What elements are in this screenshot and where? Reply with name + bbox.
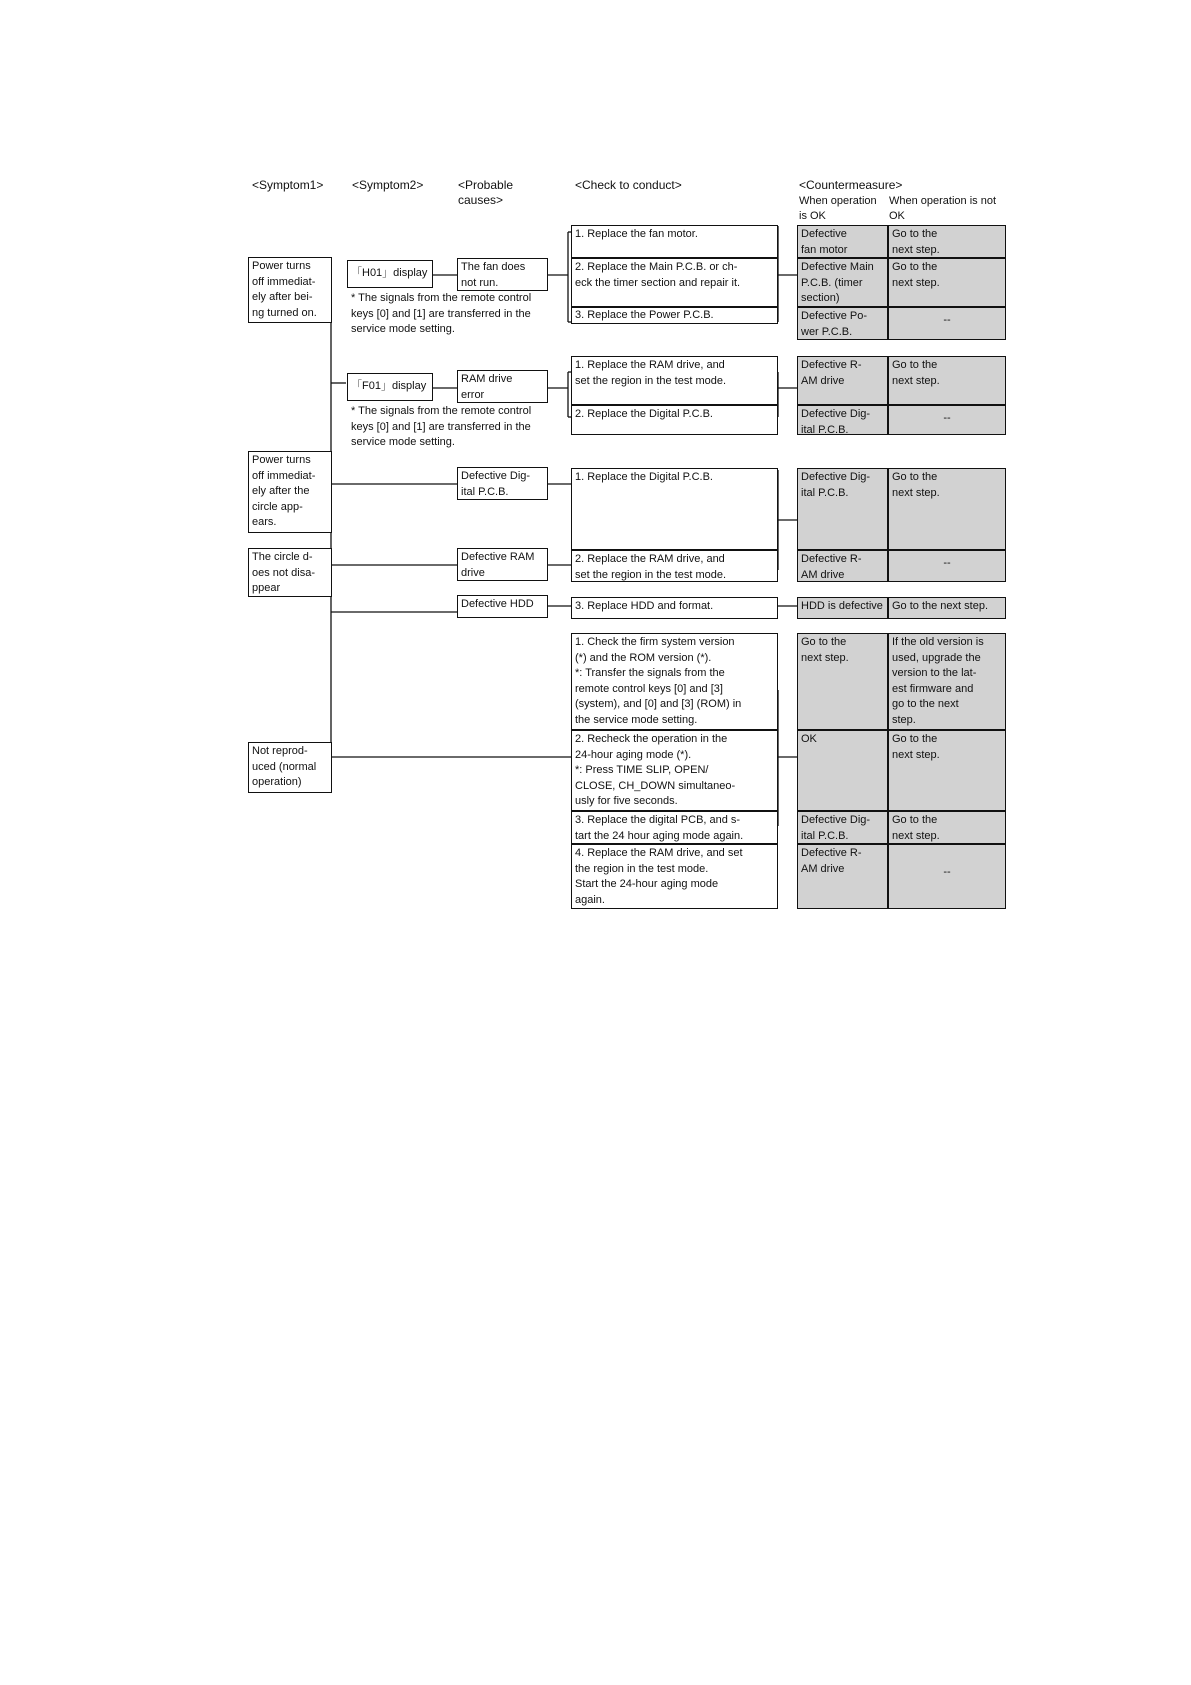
- ok-digital-1: Defective Dig- ital P.C.B.: [797, 468, 888, 550]
- symptom1-power-off-circle: Power turns off immediat- ely after the circle app- ears.: [248, 451, 332, 533]
- check-fan-2: 2. Replace the Main P.C.B. or ch- eck the timer section and repair it.: [571, 258, 778, 307]
- check-fan-1: 1. Replace the fan motor.: [571, 225, 778, 258]
- check-not-reproduced-3: 3. Replace the digital PCB, and s- tart the 24 hour aging mode again.: [571, 811, 778, 844]
- ok-not-reproduced-4: Defective R- AM drive: [797, 844, 888, 909]
- symptom2-f01-note: * The signals from the remote control keys [0] and [1] are transferred in the service mode setting.: [351, 405, 532, 448]
- symptom1-not-reproduced: Not reprod- uced (normal operation): [248, 742, 332, 793]
- check-not-reproduced-1: 1. Check the firm system version (*) and the ROM version (*). *: Transfer the signals from the remote control keys [0] and [3] (system), and [0] and [3] (ROM) in the service mode setting.: [571, 633, 778, 730]
- check-ram-2: 2. Replace the Digital P.C.B.: [571, 405, 778, 435]
- notok-not-reproduced-3: Go to the next step.: [888, 811, 1006, 844]
- notok-hdd-3: Go to the next step.: [888, 597, 1006, 619]
- notok-not-reproduced-2: Go to the next step.: [888, 730, 1006, 811]
- header-ok: When operation is OK: [799, 195, 877, 222]
- check-not-reproduced-2: 2. Recheck the operation in the 24-hour aging mode (*). *: Press TIME SLIP, OPEN/ CLOSE, CH_DOWN simultaneo- usly for five seconds.: [571, 730, 778, 811]
- header-symptom1: <Symptom1>: [252, 178, 324, 192]
- symptom2-h01-note: * The signals from the remote control keys [0] and [1] are transferred in the service mode setting.: [351, 292, 532, 335]
- check-hdd-3: 3. Replace HDD and format.: [571, 597, 778, 619]
- ok-fan-3: Defective Po- wer P.C.B.: [797, 307, 888, 340]
- cause-defective-hdd: Defective HDD: [457, 595, 548, 618]
- notok-fan-3: --: [888, 307, 1006, 340]
- notok-ram-2: --: [888, 405, 1006, 435]
- header-countermeasure: <Countermeasure>: [799, 178, 903, 192]
- cause-defective-digital-pcb: Defective Dig- ital P.C.B.: [457, 467, 548, 500]
- check-digital-1: 1. Replace the Digital P.C.B.: [571, 468, 778, 550]
- ok-not-reproduced-2: OK: [797, 730, 888, 811]
- symptom1-circle-not-disappear: The circle d- oes not disa- ppear: [248, 548, 332, 597]
- ok-digital-2: Defective R- AM drive: [797, 550, 888, 582]
- notok-not-reproduced-1: If the old version is used, upgrade the version to the lat- est firmware and go to the next step.: [888, 633, 1006, 730]
- ok-ram-2: Defective Dig- ital P.C.B.: [797, 405, 888, 435]
- ok-fan-2: Defective Main P.C.B. (timer section): [797, 258, 888, 307]
- cause-defective-ram-drive: Defective RAM drive: [457, 548, 548, 581]
- header-not-ok: When operation is not OK: [889, 195, 997, 222]
- ok-ram-1: Defective R- AM drive: [797, 356, 888, 405]
- notok-not-reproduced-4: --: [888, 844, 1006, 909]
- ok-not-reproduced-1: Go to the next step.: [797, 633, 888, 730]
- notok-digital-1: Go to the next step.: [888, 468, 1006, 550]
- notok-fan-2: Go to the next step.: [888, 258, 1006, 307]
- header-check: <Check to conduct>: [575, 178, 682, 192]
- ok-hdd-3: HDD is defective: [797, 597, 888, 619]
- symptom2-f01-display: 「F01」display: [347, 373, 433, 401]
- symptom1-power-off-turned-on: Power turns off immediat- ely after bei- ng turned on.: [248, 257, 332, 323]
- check-digital-2: 2. Replace the RAM drive, and set the region in the test mode.: [571, 550, 778, 582]
- header-probable-causes: <Probable causes>: [458, 178, 514, 207]
- ok-fan-1: Defective fan motor: [797, 225, 888, 258]
- ok-not-reproduced-3: Defective Dig- ital P.C.B.: [797, 811, 888, 844]
- notok-ram-1: Go to the next step.: [888, 356, 1006, 405]
- symptom2-h01-display: 「H01」display: [347, 260, 433, 288]
- notok-digital-2: --: [888, 550, 1006, 582]
- cause-ram-drive-error: RAM drive error: [457, 370, 548, 403]
- cause-fan-not-run: The fan does not run.: [457, 258, 548, 291]
- check-fan-3: 3. Replace the Power P.C.B.: [571, 307, 778, 324]
- check-ram-1: 1. Replace the RAM drive, and set the region in the test mode.: [571, 356, 778, 405]
- check-not-reproduced-4: 4. Replace the RAM drive, and set the region in the test mode. Start the 24-hour aging mode again.: [571, 844, 778, 909]
- notok-fan-1: Go to the next step.: [888, 225, 1006, 258]
- header-symptom2: <Symptom2>: [352, 178, 424, 192]
